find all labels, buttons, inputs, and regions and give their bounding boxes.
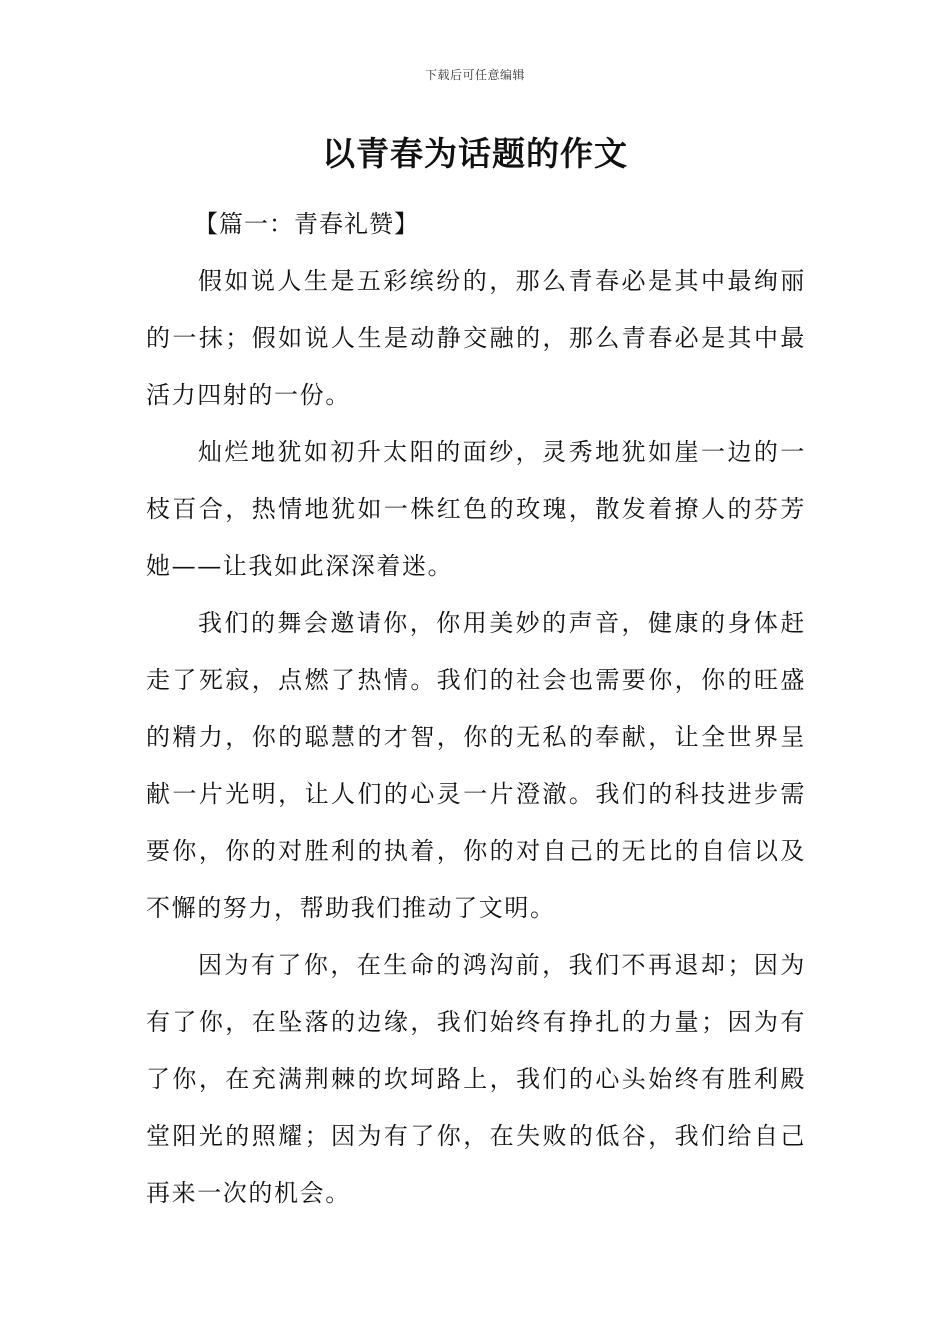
document-body bbox=[146, 196, 806, 1222]
paragraph: 我们的舞会邀请你，你用美妙的声音，健康的身体赶走了死寂，点燃了热情。我们的社会也需要你，你的旺盛的精力，你的聪慧的才智，你的无私的奉献，让全世界呈献一片光明，让人们的心灵一片澄澈。我们的科技进步需要你，你的对胜利的执着，你的对自己的无比的自信以及不懈的努力，帮助我们推动了文明。 bbox=[146, 609, 806, 922]
paragraph: 因为有了你，在生命的鸿沟前，我们不再退却；因为有了你，在坠落的边缘，我们始终有挣扎的力量；因为有了你，在充满荆棘的坎坷路上，我们的心头始终有胜利殿堂阳光的照耀；因为有了你，在失败的低谷，我们给自己再来一次的机会。 bbox=[146, 951, 806, 1207]
document-title: 以青春为话题的作文 bbox=[322, 134, 628, 173]
paragraph: 灿烂地犹如初升太阳的面纱，灵秀地犹如崖一边的一枝百合，热情地犹如一株红色的玫瑰，散发着撩人的芬芳她——让我如此深深着迷。 bbox=[146, 438, 806, 580]
header-note: 下载后可任意编辑 bbox=[424, 68, 525, 82]
section-label: 【篇一：青春礼赞】 bbox=[194, 210, 419, 238]
paragraph: 假如说人生是五彩缤纷的，那么青春必是其中最绚丽的一抹；假如说人生是动静交融的，那么青春必是其中最活力四射的一份。 bbox=[146, 267, 806, 409]
